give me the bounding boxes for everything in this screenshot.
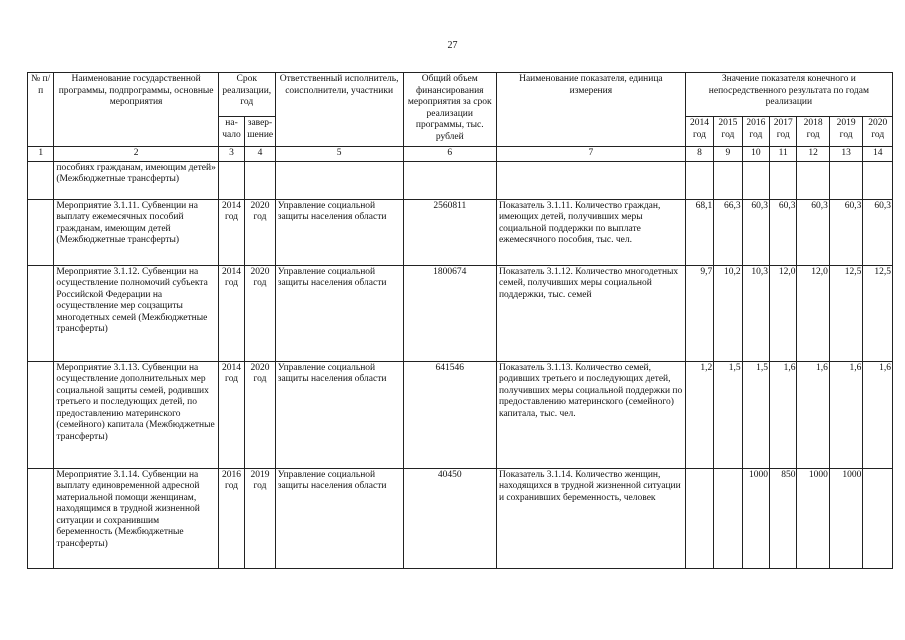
start-year: 2014 год	[218, 265, 244, 361]
year-value: 12,0	[770, 265, 797, 361]
header-name: Наименование государственной программы, подпрограммы, основные мероприятия	[54, 73, 218, 147]
year-value: 60,3	[863, 199, 893, 265]
header-num: № п/п	[28, 73, 54, 147]
header-year: 2014 год	[685, 117, 713, 147]
year-value: 60,3	[742, 199, 769, 265]
table-row	[28, 361, 893, 468]
finance-amount: 1800674	[403, 265, 496, 361]
indicator: Показатель 3.1.11. Количество граждан, имеющих детей, получивших меры социальной поддержки по выплате ежемесячного пособия, тыс. чел.	[496, 199, 685, 265]
header-indicator: Наименование показателя, единица измерения	[496, 73, 685, 147]
end-year: 2019 год	[245, 468, 275, 568]
header-term-start: на-чало	[218, 117, 244, 147]
measure-name: Мероприятие 3.1.11. Субвенции на выплату ежемесячных пособий гражданам, имеющим детей (Межбюджетные трансферты)	[54, 199, 218, 265]
year-value: 12,5	[863, 265, 893, 361]
page-number: 27	[447, 40, 458, 51]
measure-name: Мероприятие 3.1.14. Субвенции на выплату единовременной адресной материальной помощи женщинам, находящимся в трудной жизненной ситуации и сохранившим беременность (Межбюджетные трансферты)	[54, 468, 218, 568]
indicator: Показатель 3.1.12. Количество многодетных семей, получивших меры социальной поддержки, тыс. семей	[496, 265, 685, 361]
column-number: 5	[275, 147, 403, 162]
indicator: Показатель 3.1.13. Количество семей, родивших третьего и последующих детей, получивших меры социальной поддержки по предоставлению материнского (семейного) капитала, тыс. чел.	[496, 361, 685, 468]
year-value: 60,3	[829, 199, 862, 265]
finance-amount: 40450	[403, 468, 496, 568]
year-value: 1,6	[797, 361, 829, 468]
column-number: 9	[714, 147, 742, 162]
column-number: 3	[218, 147, 244, 162]
start-year: 2014 год	[218, 199, 244, 265]
year-value: 1,5	[742, 361, 769, 468]
column-number-row	[28, 147, 893, 162]
table-row	[28, 161, 893, 199]
year-value: 1000	[797, 468, 829, 568]
column-number: 2	[54, 147, 218, 162]
year-value: 1,6	[863, 361, 893, 468]
header-executor: Ответственный исполнитель, соисполнители, участники	[275, 73, 403, 147]
year-value	[863, 468, 893, 568]
year-value: 68,1	[685, 199, 713, 265]
year-value: 1,5	[714, 361, 742, 468]
year-value: 66,3	[714, 199, 742, 265]
year-value: 850	[770, 468, 797, 568]
year-value: 1000	[829, 468, 862, 568]
column-number: 7	[496, 147, 685, 162]
measure-name: Мероприятие 3.1.13. Субвенции на осуществление дополнительных мер социальной защиты семей, родивших третьего и последующих детей, по предоставлению материнского (семейного) капитала (Межбюджетные трансферты)	[54, 361, 218, 468]
start-year: 2014 год	[218, 361, 244, 468]
column-number: 1	[28, 147, 54, 162]
start-year: 2016 год	[218, 468, 244, 568]
header-year: 2020 год	[863, 117, 893, 147]
year-value: 60,3	[770, 199, 797, 265]
finance-amount: 2560811	[403, 199, 496, 265]
header-values: Значение показателя конечного и непосредственного результата по годам реализации	[685, 73, 892, 117]
column-number: 13	[829, 147, 862, 162]
year-value	[685, 468, 713, 568]
column-number: 4	[245, 147, 275, 162]
header-term-end: завер-шение	[245, 117, 275, 147]
year-value: 10,2	[714, 265, 742, 361]
executor: Управление социальной защиты населения области	[275, 199, 403, 265]
header-year: 2016 год	[742, 117, 769, 147]
header-term: Срок реализации, год	[218, 73, 275, 117]
table-row	[28, 199, 893, 265]
finance-amount: 641546	[403, 361, 496, 468]
year-value: 12,0	[797, 265, 829, 361]
column-number: 11	[770, 147, 797, 162]
measure-name: Мероприятие 3.1.12. Субвенции на осуществление полномочий субъекта Российской Федерации на осуществление мер соцзащиты многодетных семей (Межбюджетные трансферты)	[54, 265, 218, 361]
year-value: 9,7	[685, 265, 713, 361]
indicator: Показатель 3.1.14. Количество женщин, находящихся в трудной жизненной ситуации и сохранивших беременность, человек	[496, 468, 685, 568]
year-value: 10,3	[742, 265, 769, 361]
header-year: 2019 год	[829, 117, 862, 147]
column-number: 8	[685, 147, 713, 162]
year-value: 1,6	[770, 361, 797, 468]
end-year: 2020 год	[245, 361, 275, 468]
header-year: 2017 год	[770, 117, 797, 147]
column-number: 10	[742, 147, 769, 162]
table-row	[28, 468, 893, 568]
end-year: 2020 год	[245, 199, 275, 265]
program-table	[27, 72, 893, 569]
column-number: 14	[863, 147, 893, 162]
end-year: 2020 год	[245, 265, 275, 361]
executor: Управление социальной защиты населения области	[275, 361, 403, 468]
header-finance: Общий объем финансирования мероприятия за срок реализации программы, тыс. рублей	[403, 73, 496, 147]
year-value: 12,5	[829, 265, 862, 361]
year-value	[714, 468, 742, 568]
column-number: 12	[797, 147, 829, 162]
header-year: 2018 год	[797, 117, 829, 147]
year-value: 1000	[742, 468, 769, 568]
header-year: 2015 год	[714, 117, 742, 147]
table-row	[28, 265, 893, 361]
executor: Управление социальной защиты населения области	[275, 265, 403, 361]
column-number: 6	[403, 147, 496, 162]
year-value: 60,3	[797, 199, 829, 265]
executor: Управление социальной защиты населения области	[275, 468, 403, 568]
year-value: 1,2	[685, 361, 713, 468]
year-value: 1,6	[829, 361, 862, 468]
measure-name: пособиях гражданам, имеющим детей» (Межбюджетные трансферты)	[54, 161, 218, 199]
